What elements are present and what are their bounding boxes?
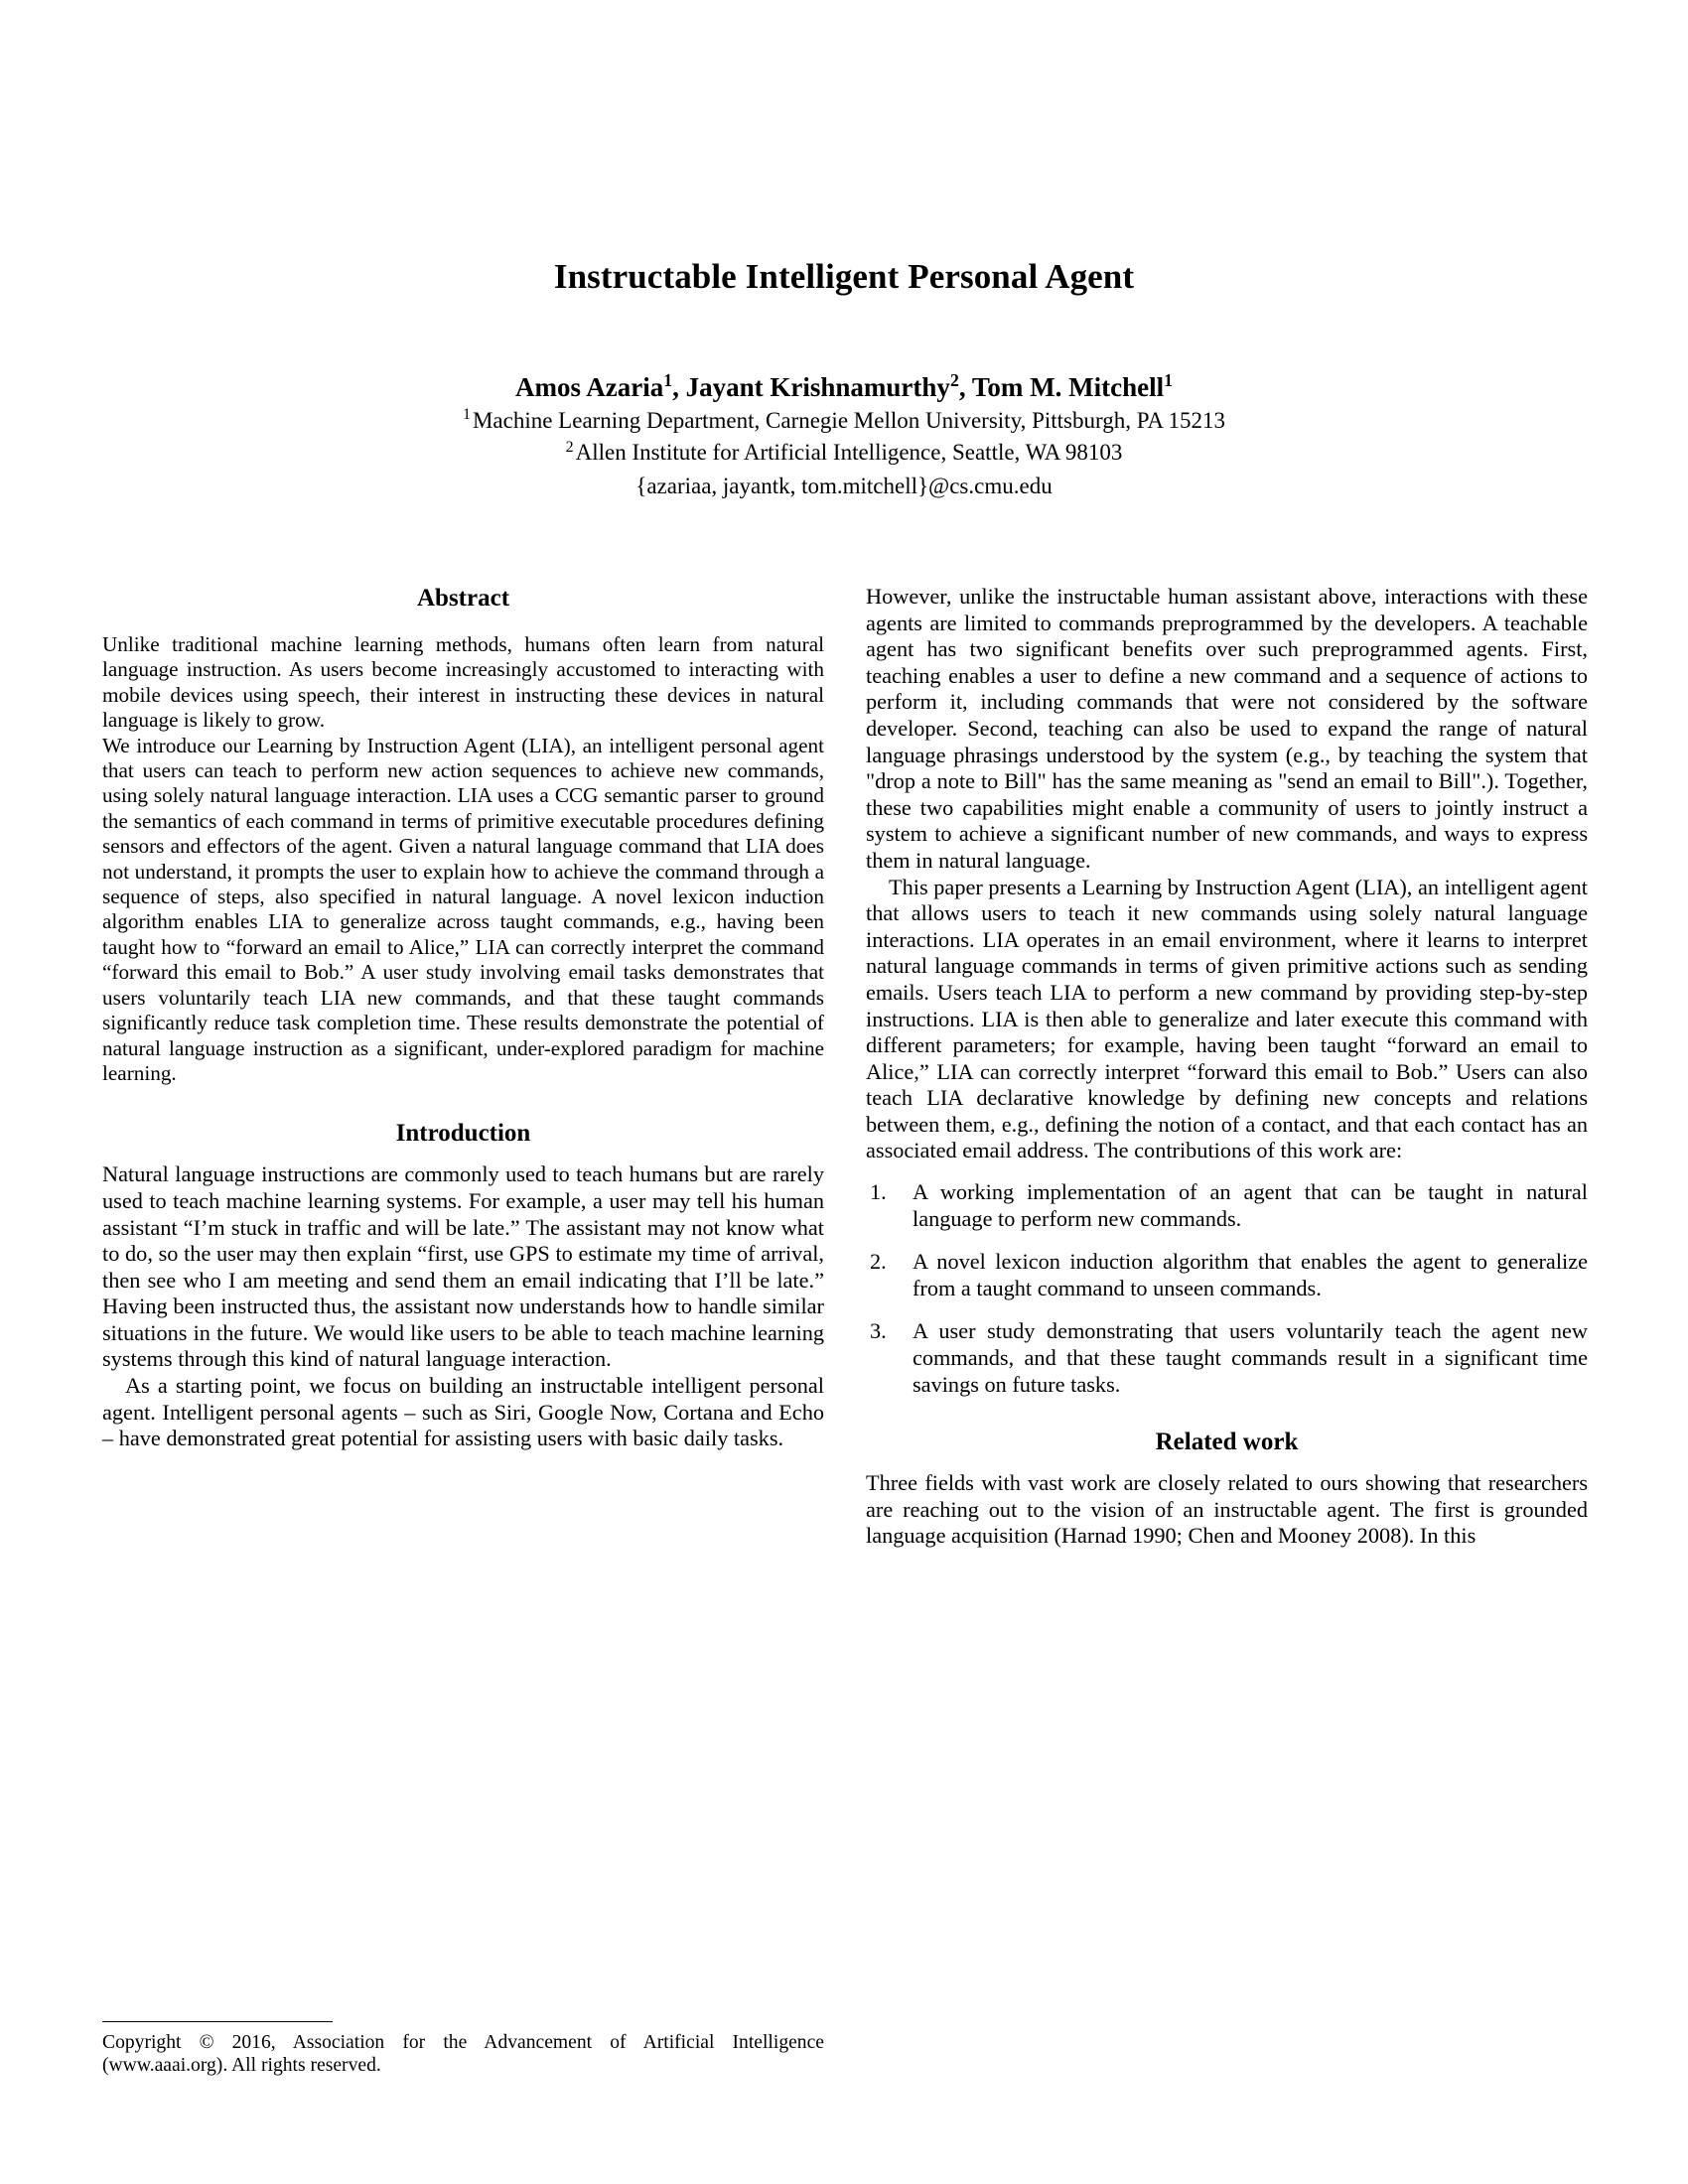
affiliation-2-marker: 2 [565, 438, 574, 456]
page-title: Instructable Intelligent Personal Agent [553, 257, 1135, 296]
affiliation-1-text: Machine Learning Department, Carnegie Mellon University, Pittsburgh, PA 15213 [472, 407, 1226, 433]
masthead [0, 0, 1688, 503]
affiliation-1-marker: 1 [462, 406, 471, 424]
footnote-zone [102, 2021, 824, 2078]
introduction-paragraph-3: However, unlike the instructable human assistant above, interactions with these agents are limited to commands preprogrammed by the developers. A teachable agent has two significant benefits over such preprogrammed agents. First, teaching enables a user to define a new command and a sequence of actions to perform it, including commands that were not considered by the software developer. Second, teaching can also be used to expand the range of natural language phrasings understood by the system (e.g., by teaching the system that "drop a note to Bill" has the same meaning as "send an email to Bill".). Together, these two capabilities might enable a community of users to jointly instruct a system to achieve a significant number of new commands, and ways to express them in natural language. [866, 584, 1588, 873]
author-2-name: , Jayant Krishnamurthy [672, 372, 950, 402]
contributions-list-wrapper [866, 1179, 1588, 1398]
list-item: A novel lexicon induction algorithm that enables the agent to generalize from a taught command to unseen commands. [913, 1249, 1588, 1300]
list-item: A user study demonstrating that users voluntarily teach the agent new commands, and that these taught commands result in a significant time savings on future tasks. [913, 1318, 1588, 1397]
abstract-paragraph-1: Unlike traditional machine learning methods, humans often learn from natural language instruction. As users become increasingly accustomed to interacting with mobile devices using speech, their interest in instructing these devices in natural language is likely to grow. [102, 632, 824, 733]
author-2-affil-marker: 2 [949, 370, 959, 390]
author-3-affil-marker: 1 [1164, 370, 1173, 390]
column-right [866, 584, 1588, 2078]
author-names [0, 371, 1688, 405]
contributions-list [866, 1179, 1588, 1398]
section-heading-introduction: Introduction [395, 1120, 531, 1148]
footnote-separator-rule [102, 2021, 333, 2022]
column-left [102, 584, 824, 2078]
section-heading-related-work: Related work [1155, 1429, 1299, 1456]
contact-email: {azariaa, jayantk, tom.mitchell}@cs.cmu.edu [635, 474, 1053, 499]
affiliation-2-text: Allen Institute for Artificial Intelligence, Seattle, WA 98103 [575, 440, 1123, 466]
author-3-name: , Tom M. Mitchell [958, 372, 1165, 402]
author-1-name: Amos Azaria [515, 372, 664, 402]
section-heading-abstract: Abstract [416, 585, 510, 612]
body-columns [102, 584, 1588, 2078]
introduction-paragraph-2: As a starting point, we focus on building an instructable intelligent personal agent. Intelligent personal agents – such as Siri, Google Now, Cortana and Echo – have demonstrated great potential for assisting users with basic daily tasks. [102, 1373, 824, 1451]
affiliation-1 [0, 405, 1688, 438]
introduction-paragraph-4: This paper presents a Learning by Instruction Agent (LIA), an intelligent agent that allows users to teach it new commands using solely natural language interactions. LIA operates in an email environment, where it learns to interpret natural language commands in terms of given primitive actions such as sending emails. Users teach LIA to perform a new command by providing step-by-step instructions. LIA is then able to generalize and later execute this command with different parameters; for example, having been taught “forward an email to Alice,” LIA can correctly interpret “forward this email to Bob.” Users can also teach LIA declarative knowledge by defining new concepts and relations between them, e.g., defining the notion of a contact, and that each contact has an associated email address. The contributions of this work are: [866, 874, 1588, 1163]
author-block [0, 371, 1688, 503]
author-1-affil-marker: 1 [663, 370, 673, 390]
abstract-paragraph-2: We introduce our Learning by Instruction Agent (LIA), an intelligent personal agent that users can teach to perform new action sequences to achieve new commands, using solely natural language interaction. LIA uses a CCG semantic parser to ground the semantics of each command in terms of primitive executable procedures defining sensors and effectors of the agent. Given a natural language command that LIA does not understand, it prompts the user to explain how to achieve the command through a sequence of steps, also specified in natural language. A novel lexicon induction algorithm enables LIA to generalize across taught commands, e.g., having been taught how to “forward an email to Alice,” LIA can correctly interpret the command “forward this email to Bob.” A user study involving email tasks demonstrates that users voluntarily teach LIA new commands, and that these taught commands significantly reduce task completion time. These results demonstrate the potential of natural language instruction as a significant, under-explored paradigm for machine learning. [102, 733, 824, 1085]
related-work-paragraph-1: Three fields with vast work are closely related to ours showing that researchers are reaching out to the vision of an instructable agent. The first is grounded language acquisition (Harnad 1990; Chen and Mooney 2008). In this [866, 1470, 1588, 1549]
column-left-flow [102, 584, 824, 2078]
affiliation-2 [0, 437, 1688, 470]
copyright-footnote: Copyright © 2016, Association for the Advancement of Artificial Intelligence (www.aaai.org). All rights reserved. [102, 2031, 824, 2077]
list-item: A working implementation of an agent that can be taught in natural language to perform new commands. [913, 1179, 1588, 1231]
introduction-paragraph-1: Natural language instructions are commonly used to teach humans but are rarely used to teach machine learning systems. For example, a user may tell his human assistant “I’m stuck in traffic and will be late.” The assistant may not know what to do, so the user may then explain “first, use GPS to estimate my time of arrival, then see who I am meeting and send them an email indicating that I’ll be late.” Having been instructed thus, the assistant now understands how to handle similar situations in the future. We would like users to be able to teach machine learning systems through this kind of natural language interaction. [102, 1161, 824, 1372]
